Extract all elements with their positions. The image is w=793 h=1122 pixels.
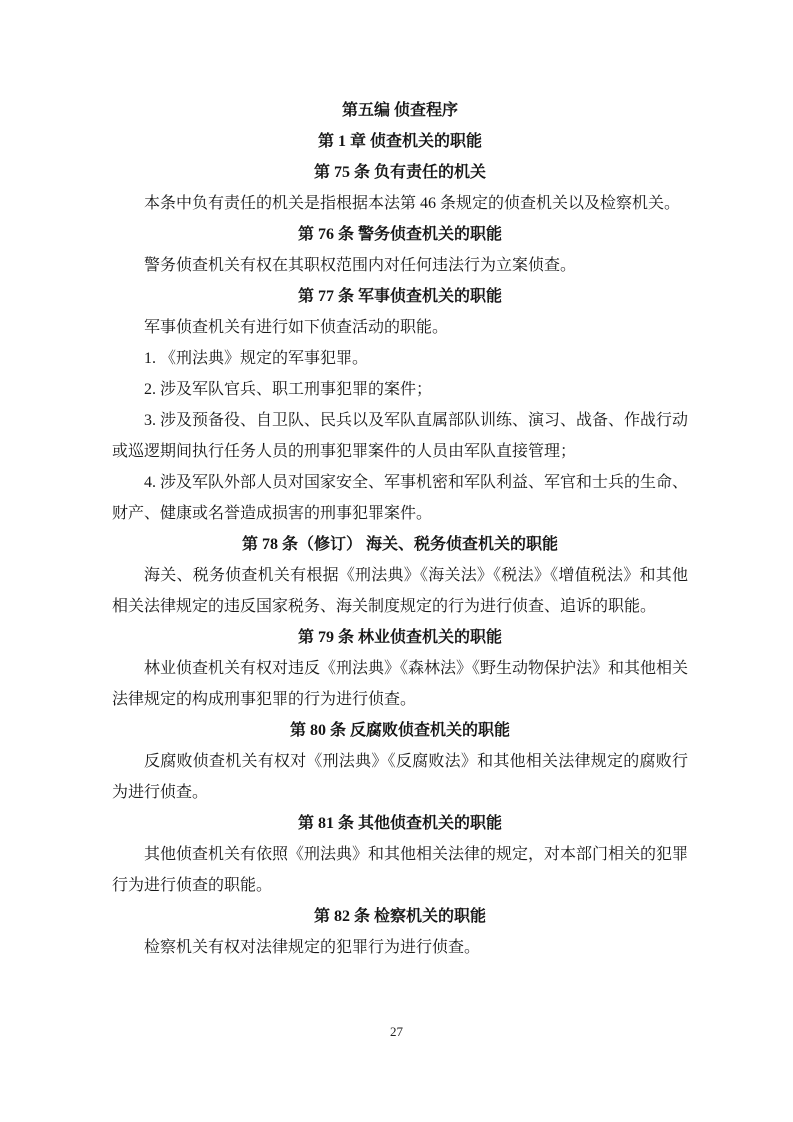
heading-part-5: 第五编 侦查程序: [341, 102, 458, 119]
heading-article-80: 第 80 条 反腐败侦查机关的职能: [289, 722, 510, 739]
paragraph-article-81: 其他侦查机关有依照《刑法典》和其他相关法律的规定，对本部门相关的犯罪行为进行侦查的职能。: [112, 846, 689, 894]
list-item-2: 2. 涉及军队官兵、职工刑事犯罪的案件；: [144, 381, 433, 398]
heading-chapter-1: 第 1 章 侦查机关的职能: [317, 133, 482, 150]
paragraph-article-82: 检察机关有权对法律规定的犯罪行为进行侦查。: [144, 939, 481, 956]
heading-article-77: 第 77 条 军事侦查机关的职能: [297, 288, 502, 305]
paragraph-article-75: 本条中负有责任的机关是指根据本法第 46 条规定的侦查机关以及检察机关。: [144, 195, 681, 212]
list-item-1: 1. 《刑法典》规定的军事犯罪。: [144, 350, 369, 367]
heading-article-78: 第 78 条（修订） 海关、税务侦查机关的职能: [241, 536, 558, 553]
page-number: 27: [390, 1024, 403, 1039]
heading-article-76: 第 76 条 警务侦查机关的职能: [297, 226, 502, 243]
document-content: [112, 95, 688, 963]
list-item-4: 4. 涉及军队外部人员对国家安全、军事机密和军队利益、军官和士兵的生命、财产、健康或名誉造成损害的刑事犯罪案件。: [112, 474, 689, 522]
paragraph-article-79: 林业侦查机关有权对违反《刑法典》《森林法》《野生动物保护法》和其他相关法律规定的构成刑事犯罪的行为进行侦查。: [112, 660, 689, 708]
heading-article-75: 第 75 条 负有责任的机关: [313, 164, 486, 181]
heading-article-82: 第 82 条 检察机关的职能: [313, 908, 486, 925]
paragraph-article-76: 警务侦查机关有权在其职权范围内对任何违法行为立案侦查。: [144, 257, 577, 274]
paragraph-article-77: 军事侦查机关有进行如下侦查活动的职能。: [144, 319, 449, 336]
paragraph-article-80: 反腐败侦查机关有权对《刑法典》《反腐败法》和其他相关法律规定的腐败行为进行侦查。: [112, 753, 688, 801]
heading-article-79: 第 79 条 林业侦查机关的职能: [297, 629, 502, 646]
paragraph-article-78: 海关、税务侦查机关有根据《刑法典》《海关法》《税法》《增值税法》和其他相关法律规定的违反国家税务、海关制度规定的行为进行侦查、追诉的职能。: [112, 567, 688, 615]
heading-article-81: 第 81 条 其他侦查机关的职能: [297, 815, 502, 832]
list-item-3: 3. 涉及预备役、自卫队、民兵以及军队直属部队训练、演习、战备、作战行动或巡逻期间执行任务人员的刑事犯罪案件的人员由军队直接管理；: [112, 412, 689, 460]
